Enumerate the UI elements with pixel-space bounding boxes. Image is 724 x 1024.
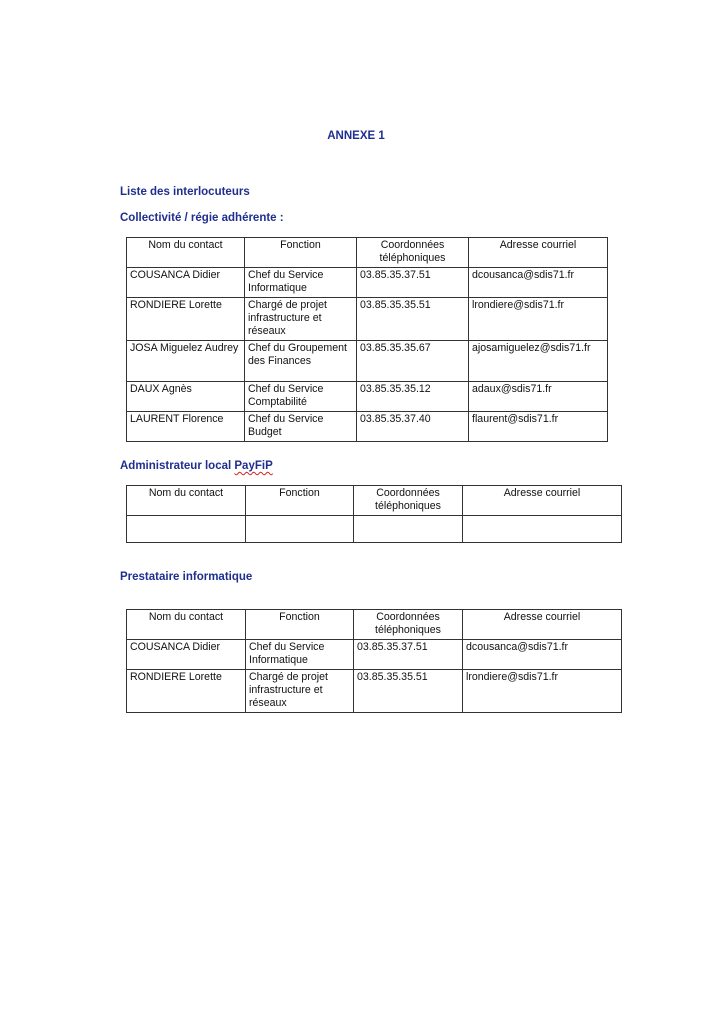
section-heading-prestataire: Prestataire informatique xyxy=(120,571,253,583)
cell-fonction: Chef du Groupement des Finances xyxy=(245,341,357,382)
cell-tel: 03.85.35.35.67 xyxy=(357,341,469,382)
section-heading-list: Liste des interlocuteurs xyxy=(120,186,250,198)
section-heading-admin xyxy=(120,460,273,472)
cell-contact: RONDIERE Lorette xyxy=(127,298,245,341)
cell-tel xyxy=(354,516,463,543)
header-fonction: Fonction xyxy=(246,610,354,640)
cell-tel: 03.85.35.35.51 xyxy=(354,670,463,713)
header-email: Adresse courriel xyxy=(469,238,608,268)
cell-tel: 03.85.35.37.40 xyxy=(357,412,469,442)
cell-contact: RONDIERE Lorette xyxy=(127,670,246,713)
section-heading-collectivite: Collectivité / régie adhérente : xyxy=(120,212,284,224)
table-row xyxy=(127,298,608,341)
header-fonction: Fonction xyxy=(246,486,354,516)
header-contact: Nom du contact xyxy=(127,486,246,516)
table-row xyxy=(127,640,622,670)
cell-email: flaurent@sdis71.fr xyxy=(469,412,608,442)
contacts-table-admin xyxy=(126,485,622,543)
cell-contact: COUSANCA Didier xyxy=(127,268,245,298)
header-contact: Nom du contact xyxy=(127,238,245,268)
header-email: Adresse courriel xyxy=(463,486,622,516)
cell-fonction: Chef du Service Informatique xyxy=(245,268,357,298)
cell-tel: 03.85.35.35.12 xyxy=(357,382,469,412)
cell-contact: COUSANCA Didier xyxy=(127,640,246,670)
cell-fonction xyxy=(246,516,354,543)
header-tel: Coordonnées téléphoniques xyxy=(354,610,463,640)
cell-contact xyxy=(127,516,246,543)
header-tel: Coordonnées téléphoniques xyxy=(357,238,469,268)
section-heading-admin-payfip: PayFiP xyxy=(234,460,273,472)
cell-tel: 03.85.35.37.51 xyxy=(354,640,463,670)
table-row xyxy=(127,670,622,713)
cell-fonction: Chargé de projet infrastructure et réseaux xyxy=(245,298,357,341)
table-row xyxy=(127,268,608,298)
cell-fonction: Chef du Service Budget xyxy=(245,412,357,442)
table-row xyxy=(127,516,622,543)
cell-tel: 03.85.35.35.51 xyxy=(357,298,469,341)
page-title: ANNEXE 1 xyxy=(327,130,385,142)
table-row xyxy=(127,382,608,412)
cell-email: lrondiere@sdis71.fr xyxy=(469,298,608,341)
contacts-table-prestataire xyxy=(126,609,622,713)
cell-email: lrondiere@sdis71.fr xyxy=(463,670,622,713)
cell-contact: LAURENT Florence xyxy=(127,412,245,442)
cell-email: dcousanca@sdis71.fr xyxy=(469,268,608,298)
cell-tel: 03.85.35.37.51 xyxy=(357,268,469,298)
table-header-row xyxy=(127,610,622,640)
table-row xyxy=(127,412,608,442)
table-row xyxy=(127,341,608,382)
table-header-row xyxy=(127,238,608,268)
cell-contact: JOSA Miguelez Audrey xyxy=(127,341,245,382)
header-tel: Coordonnées téléphoniques xyxy=(354,486,463,516)
cell-fonction: Chef du Service Informatique xyxy=(246,640,354,670)
header-email: Adresse courriel xyxy=(463,610,622,640)
header-fonction: Fonction xyxy=(245,238,357,268)
table-header-row xyxy=(127,486,622,516)
cell-fonction: Chef du Service Comptabilité xyxy=(245,382,357,412)
contacts-table-collectivite xyxy=(126,237,608,442)
cell-contact: DAUX Agnès xyxy=(127,382,245,412)
cell-email: ajosamiguelez@sdis71.fr xyxy=(469,341,608,382)
header-contact: Nom du contact xyxy=(127,610,246,640)
cell-email xyxy=(463,516,622,543)
cell-email: adaux@sdis71.fr xyxy=(469,382,608,412)
cell-fonction: Chargé de projet infrastructure et réseaux xyxy=(246,670,354,713)
section-heading-admin-prefix: Administrateur local xyxy=(120,460,235,472)
cell-email: dcousanca@sdis71.fr xyxy=(463,640,622,670)
